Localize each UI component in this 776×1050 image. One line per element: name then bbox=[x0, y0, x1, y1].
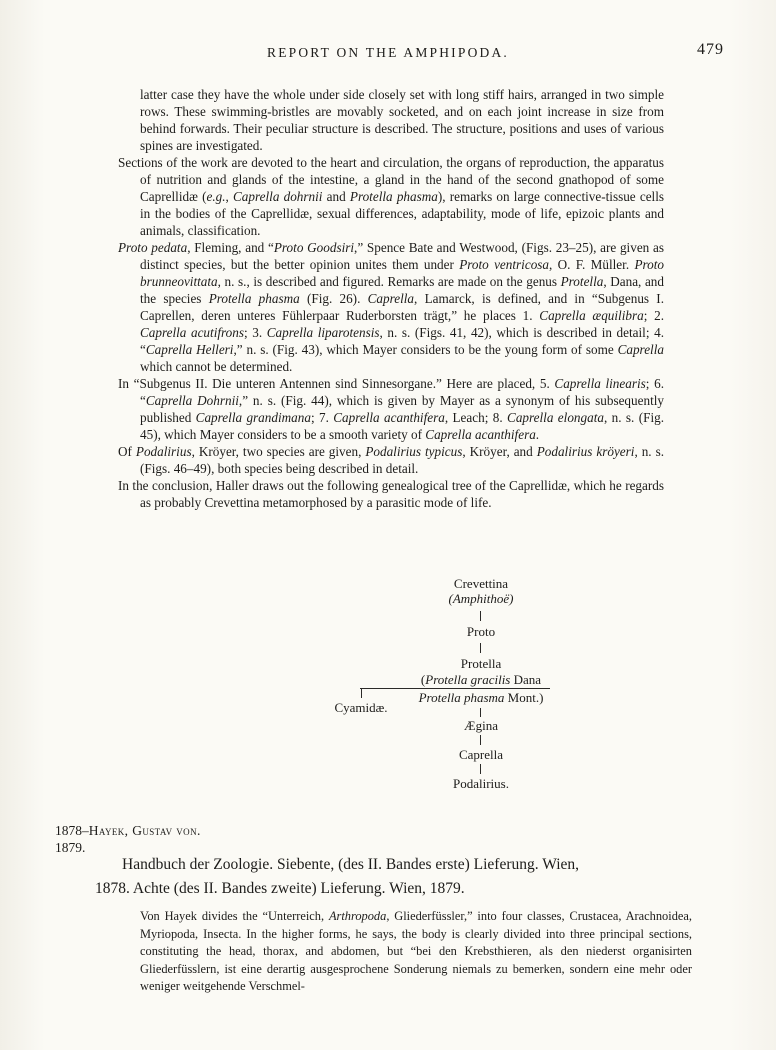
page-number: 479 bbox=[697, 41, 724, 58]
paragraph-continuation: latter case they have the whole under side closely set with long stiff hairs, arranged in two simple rows. These swimming-bristles are movably socketed, and on each joint increase in size from behind forwards. Their peculiar structure is described. The structure, positions and uses of various spines are investigated. bbox=[140, 87, 664, 153]
annotation-paragraph: Von Hayek divides the “Unterreich, Arthropoda, Gliederfüssler,” into four classes, Crustacea, Arachnoidea, Myriopoda, Insecta. In the higher forms, he says, the body is clearly divided into three principal sections, constituting the head, thorax, and abdomen, but “bei den Krebsthieren, als den niederst organisirten Gliederfüsslern, ist eine derartig ausgesprochene Sonderung niemals zu bemerken, sondern eine mehr oder weniger weitgehende Verschmel- bbox=[140, 909, 692, 994]
body-text bbox=[118, 86, 664, 511]
entry-author: Hayek, Gustav von. bbox=[88, 823, 201, 838]
paragraph-subgenus-ii: In “Subgenus II. Die unteren Antennen sind Sinnesorgane.” Here are placed, 5. Caprella linearis; 6. “Caprella Dohrnii,” n. s. (Fig. 44), which is given by Mayer as a synonym of his subsequently published Caprella grandimana; 7. Caprella acanthifera, Leach; 8. Caprella elongata, n. s. (Fig. 45), which Mayer considers to be a smooth variety of Caprella acanthifera. bbox=[118, 376, 664, 442]
tree-connector-line bbox=[480, 735, 481, 745]
tree-connector-line bbox=[480, 764, 481, 774]
genealogy-tree bbox=[0, 576, 776, 801]
tree-node-protella: Protella bbox=[460, 656, 502, 671]
tree-node-aegina: Ægina bbox=[464, 718, 498, 733]
tree-branch-line bbox=[360, 688, 550, 689]
paragraph-sections-of-work: Sections of the work are devoted to the heart and circulation, the organs of reproduction, the apparatus of nutrition and glands of the intestine, a gland in the hand of the second gnathopod of some Caprellidæ (e.g., Caprella dohrnii and Protella phasma), remarks on large connective-tissue cells in the bodies of the Caprellidæ, sexual differences, adaptability, mode of life, epizoic plants and animals, classification. bbox=[118, 155, 665, 238]
tree-node-amphithoe: (Amphithoë) bbox=[448, 591, 514, 606]
entry-heading-line-1 bbox=[55, 823, 201, 839]
entry-title-line-2: 1878. Achte (des II. Bandes zweite) Lieferung. Wien, 1879. bbox=[95, 880, 465, 897]
paragraph-proto-pedata: Proto pedata, Fleming, and “Proto Goodsiri,” Spence Bate and Westwood, (Figs. 23–25), are given as distinct species, but the better opinion unites them under Proto ventricosa, O. F. Müller. Proto brunneovittata, n. s., is described and figured. Remarks are made on the genus Protella, Dana, and the species Protella phasma (Fig. 26). Caprella, Lamarck, is defined, and in “Subgenus I. Caprellen, deren unteres Fühlerpaar Ruderborsten trägt,” he places 1. Caprella æquilibra; 2. Caprella acutifrons; 3. Caprella liparotensis, n. s. (Figs. 41, 42), which is described in detail; 4. “Caprella Helleri,” n. s. (Fig. 43), which Mayer considers to be the young form of some Caprella which cannot be determined. bbox=[118, 240, 665, 374]
entry-year-start: 1878– bbox=[55, 823, 89, 838]
tree-node-cyamidae: Cyamidæ. bbox=[334, 700, 388, 715]
tree-node-crevettina: Crevettina bbox=[453, 576, 509, 591]
entry-title-line-1: Handbuch der Zoologie. Siebente, (des II. Bandes erste) Lieferung. Wien, bbox=[122, 856, 580, 873]
tree-node-proto: Proto bbox=[466, 624, 496, 639]
tree-node-caprella: Caprella bbox=[458, 747, 504, 762]
tree-node-podalirius: Podalirius. bbox=[453, 776, 509, 791]
tree-connector-line bbox=[480, 643, 481, 653]
tree-label-protella-synonym-line-1: (Protella gracilis Dana bbox=[420, 672, 542, 687]
tree-connector-line bbox=[480, 611, 481, 621]
entry-year-end: 1879. bbox=[55, 840, 86, 855]
paragraph-podalirius: Of Podalirius, Kröyer, two species are given, Podalirius typicus, Kröyer, and Podalirius kröyeri, n. s. (Figs. 46–49), both species being described in detail. bbox=[118, 444, 664, 476]
tree-branch-tick bbox=[361, 689, 362, 698]
running-header-title: REPORT ON THE AMPHIPODA. bbox=[266, 45, 510, 60]
tree-connector-line bbox=[480, 708, 481, 717]
paragraph-conclusion: In the conclusion, Haller draws out the following genealogical tree of the Caprellidæ, which he regards as probably Crevettina metamorphosed by a parasitic mode of life. bbox=[118, 478, 664, 510]
tree-label-protella-synonym-line-2: Protella phasma Mont.) bbox=[418, 690, 544, 705]
